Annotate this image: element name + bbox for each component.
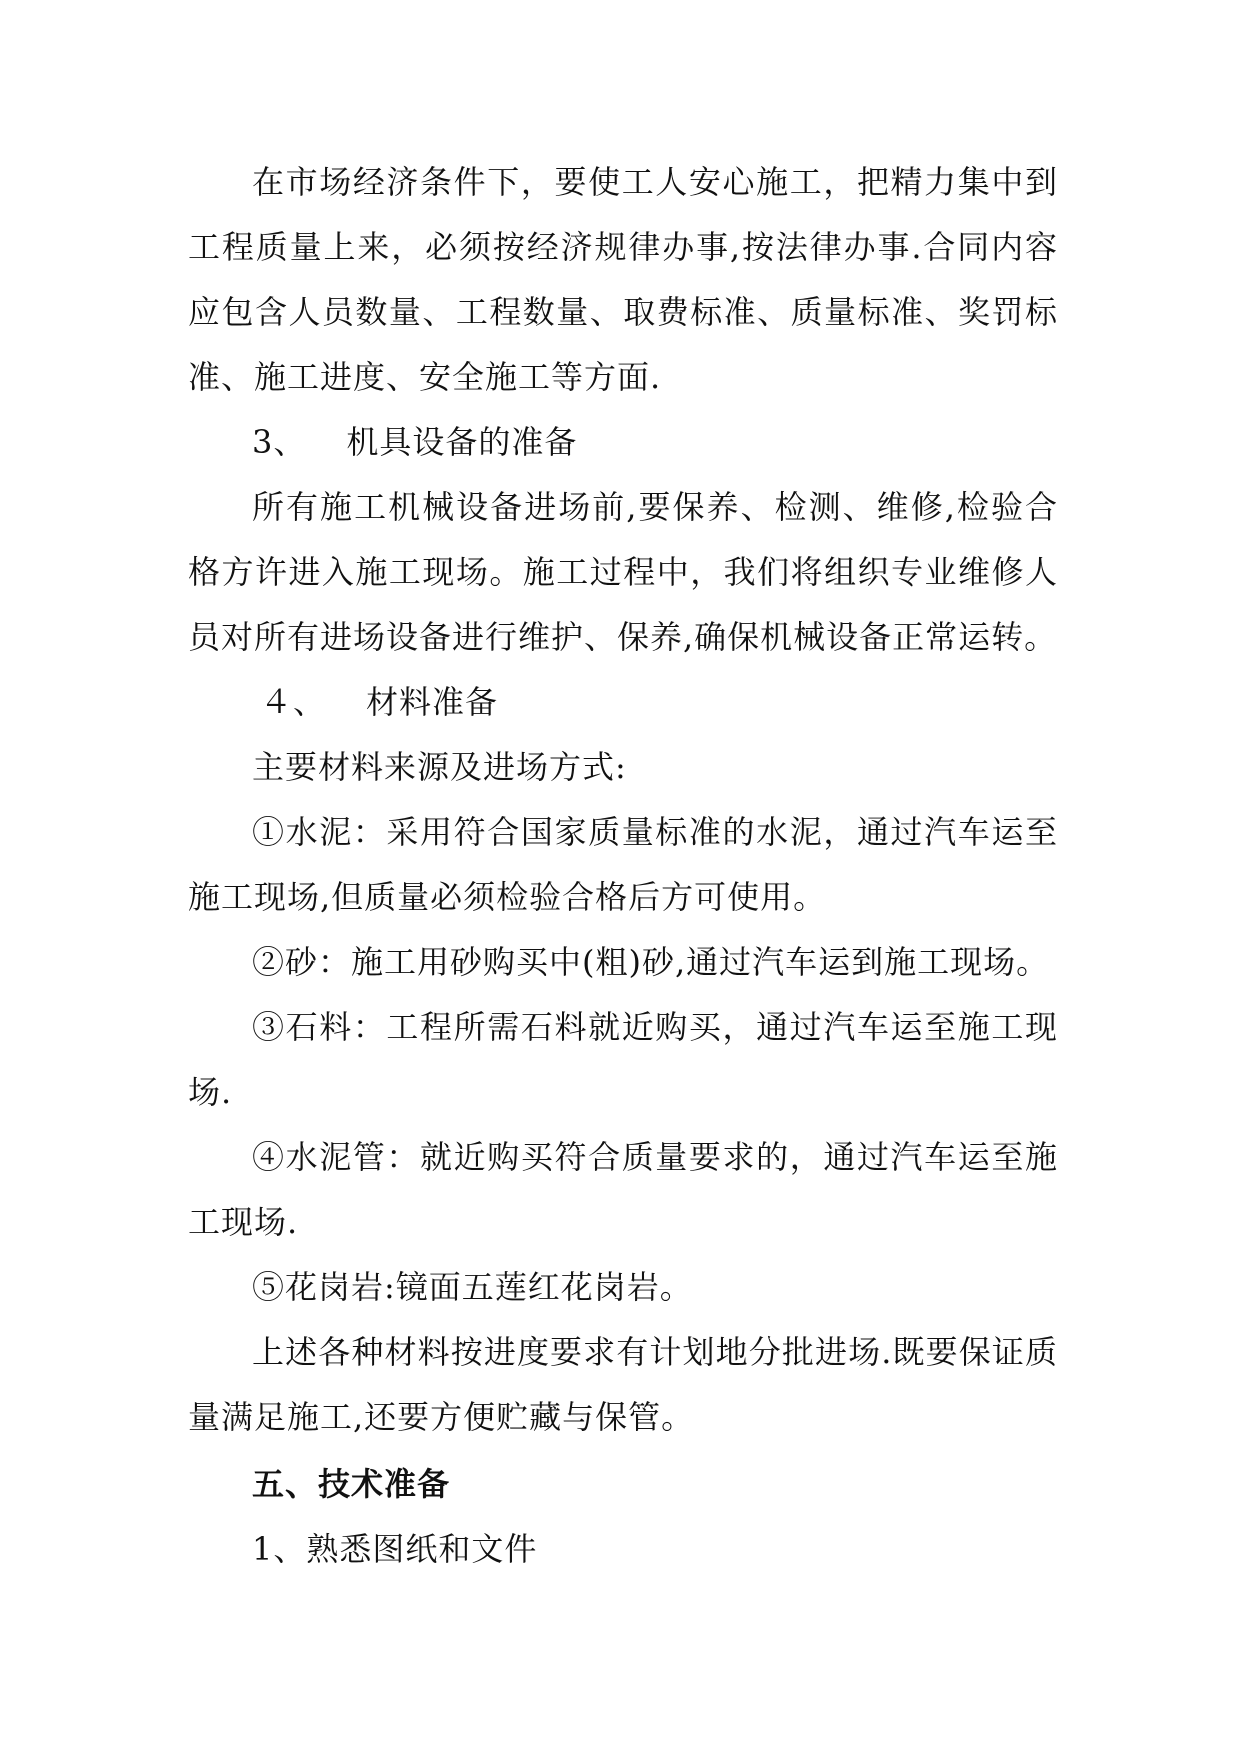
subheading-number: 3、 — [252, 423, 307, 461]
material-item-granite: ⑤花岗岩:镜面五莲红花岗岩。 — [252, 1268, 693, 1306]
subheading-drawings: 1、熟悉图纸和文件 — [252, 1530, 538, 1568]
paragraph-material-sources: 主要材料来源及进场方式: — [252, 748, 627, 786]
document-body — [188, 150, 1058, 1582]
paragraph-equipment: 所有施工机械设备进场前,要保养、检测、维修,检验合格方许进入施工现场。施工过程中，我们将组织专业维修人员对所有进场设备进行维护、保养,确保机械设备正常运转。 — [188, 488, 1058, 656]
subheading-materials — [188, 670, 1058, 735]
paragraph-material-schedule: 上述各种材料按进度要求有计划地分批进场.既要保证质量满足施工,还要方便贮藏与保管。 — [188, 1333, 1058, 1436]
subheading-text: 材料准备 — [366, 683, 499, 721]
material-item-cement-pipe: ④水泥管：就近购买符合质量要求的，通过汽车运至施工现场. — [188, 1138, 1058, 1241]
subheading-number: ４、 — [260, 683, 327, 721]
material-item-sand: ②砂：施工用砂购买中(粗)砂,通过汽车运到施工现场。 — [252, 943, 1050, 981]
subheading-equipment — [188, 410, 1058, 475]
paragraph-contract: 在市场经济条件下，要使工人安心施工，把精力集中到工程质量上来，必须按经济规律办事,按法律办事.合同内容应包含人员数量、工程数量、取费标准、质量标准、奖罚标准、施工进度、安全施工等方面. — [188, 163, 1058, 396]
material-item-stone: ③石料：工程所需石料就近购买，通过汽车运至施工现场. — [188, 1008, 1058, 1111]
section-heading-technical: 五、技术准备 — [252, 1465, 451, 1503]
subheading-text: 机具设备的准备 — [346, 423, 578, 461]
material-item-cement: ①水泥：采用符合国家质量标准的水泥，通过汽车运至施工现场,但质量必须检验合格后方可使用。 — [188, 813, 1058, 916]
